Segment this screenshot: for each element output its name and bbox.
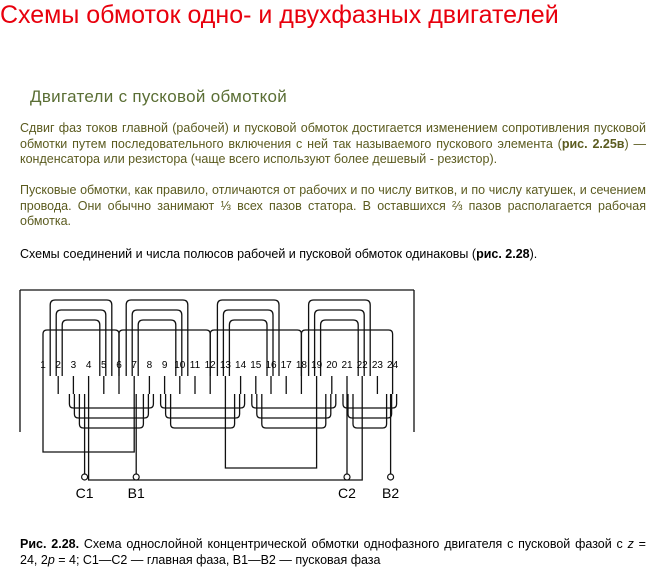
page-title: Схемы обмоток одно- и двухфазных двигателей bbox=[0, 1, 559, 29]
slot-number: 23 bbox=[371, 360, 383, 371]
paragraph-text: ) — конденсатора или резистора (чаще всего используют более дешевый - резистор). bbox=[20, 136, 646, 167]
figure-caption bbox=[20, 536, 646, 568]
coil-end-bottom bbox=[348, 394, 392, 418]
paragraph-start-winding-phase-shift bbox=[20, 121, 646, 168]
terminal-label: B2 bbox=[382, 485, 400, 501]
slot-number: 17 bbox=[280, 360, 292, 371]
slot-number: 14 bbox=[235, 360, 247, 371]
paragraph-text: Схемы соединений и числа полюсов рабочей и пусковой обмоток одинаковы ( bbox=[20, 247, 477, 261]
terminal-circle bbox=[344, 474, 350, 480]
slot-number: 15 bbox=[250, 360, 262, 371]
terminal-circle bbox=[133, 474, 139, 480]
slot-number: 24 bbox=[387, 360, 399, 371]
caption-variable-z: z bbox=[627, 537, 634, 551]
paragraph-text: Пусковые обмотки, как правило, отличаются от рабочих и по числу витков, и по числу катушек, и сечением провода. Они обычно занимают ⅓ всех пазов статора. В оставшихся ⅔ пазов располагается рабочая обмотка. bbox=[20, 183, 646, 229]
section-heading: Двигатели с пусковой обмоткой bbox=[30, 87, 288, 106]
terminal-label: C2 bbox=[338, 485, 356, 501]
caption-variable-p: p bbox=[47, 553, 55, 567]
caption-text: = 4; С1—С2 — главная фаза, В1—В2 — пусковая фаза bbox=[54, 553, 381, 567]
slot-number: 16 bbox=[265, 360, 277, 371]
coil-end-bottom bbox=[166, 394, 240, 418]
slot-number: 21 bbox=[341, 360, 353, 371]
slot-number: 22 bbox=[356, 360, 368, 371]
terminals bbox=[76, 474, 400, 501]
slot-number: 6 bbox=[116, 360, 122, 371]
coil-link-top bbox=[43, 330, 119, 376]
coil-end-bottom bbox=[161, 394, 245, 408]
slot-number: 11 bbox=[189, 360, 201, 371]
slot-number: 1 bbox=[40, 360, 46, 371]
slot-number: 18 bbox=[295, 360, 307, 371]
coil-end-bottom bbox=[257, 394, 331, 418]
slot-number: 20 bbox=[326, 360, 338, 371]
slot-number: 4 bbox=[85, 360, 92, 371]
slot-number: 9 bbox=[161, 360, 168, 371]
slot-number: 5 bbox=[101, 360, 107, 371]
coil-end-top bbox=[62, 320, 100, 376]
coil-end-bottom bbox=[69, 394, 153, 408]
caption-text: Схема однослойной концентрической обмотки однофазного двигателя с пусковой фазой с bbox=[79, 537, 628, 551]
terminal-label: B1 bbox=[127, 485, 145, 501]
paragraph-start-winding-slots bbox=[20, 183, 646, 230]
terminal-circle bbox=[82, 474, 88, 480]
coil-end-bottom bbox=[343, 394, 397, 408]
coil-end-bottom bbox=[252, 394, 336, 408]
slot-number: 8 bbox=[146, 360, 153, 371]
slot-number: 10 bbox=[174, 360, 186, 371]
caption-text: = 24, 2 bbox=[20, 537, 646, 567]
figure-reference[interactable]: рис. 2.25в bbox=[561, 136, 625, 151]
coil-end-top bbox=[138, 320, 176, 376]
paragraph-text: ). bbox=[529, 247, 538, 261]
coil-end-bottom bbox=[74, 394, 148, 418]
winding-lines bbox=[20, 290, 414, 480]
slot-number: 19 bbox=[311, 360, 323, 371]
paragraph-text: Сдвиг фаз токов главной (рабочей) и пусковой обмоток достигается изменением сопротивления пусковой обмотки путем последовательного включения с ней так называемого пускового элемента ( bbox=[20, 121, 646, 151]
terminal-circle bbox=[388, 474, 394, 480]
figure-reference[interactable]: рис. 2.28 bbox=[476, 247, 530, 261]
paragraph-connection-schemes bbox=[20, 247, 646, 263]
coil-end-bottom bbox=[353, 394, 387, 428]
slot-number: 3 bbox=[70, 360, 77, 371]
caption-label: Рис. 2.28. bbox=[20, 537, 80, 551]
terminal-label: C1 bbox=[75, 485, 94, 501]
slot-number: 7 bbox=[131, 360, 137, 371]
slot-numbers bbox=[40, 360, 398, 371]
slot-number: 12 bbox=[204, 360, 216, 371]
winding-diagram bbox=[18, 272, 418, 512]
slot-number: 13 bbox=[219, 360, 231, 371]
slot-number: 2 bbox=[55, 360, 61, 371]
